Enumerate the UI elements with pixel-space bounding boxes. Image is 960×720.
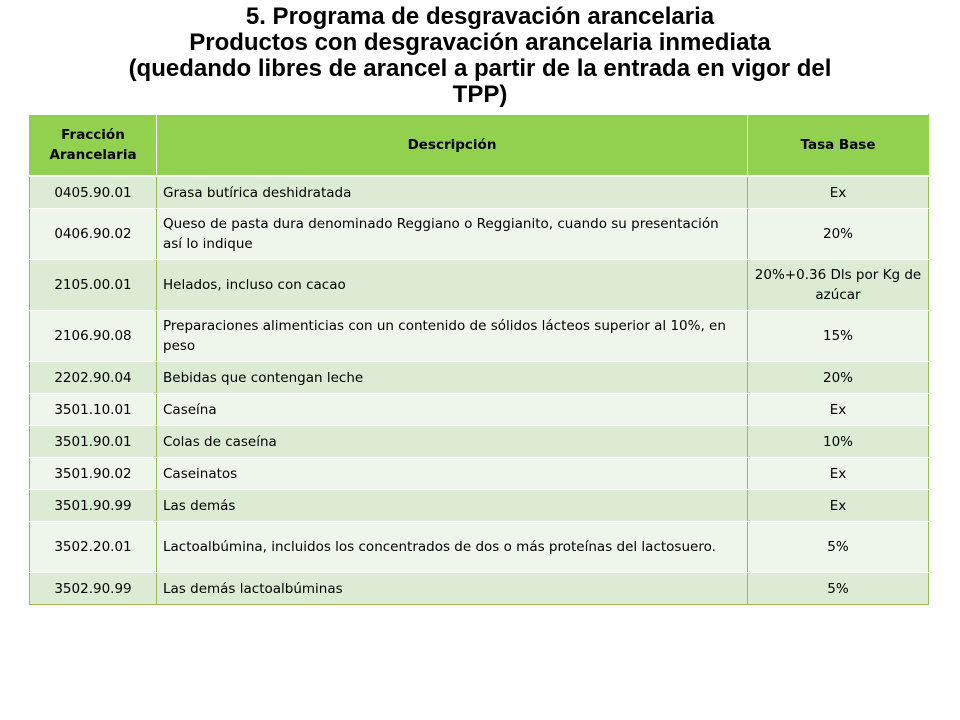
cell-description: Las demás lactoalbúminas	[157, 573, 748, 605]
title-line-1: 5. Programa de desgravación arancelaria	[245, 3, 715, 30]
cell-rate: 5%	[748, 573, 929, 605]
title-line-2: Productos con desgravación arancelaria inmediata	[189, 29, 771, 56]
tariff-table	[29, 114, 929, 605]
table-row	[30, 522, 929, 573]
table-row	[30, 311, 929, 362]
cell-description: Queso de pasta dura denominado Reggiano o Reggianito, cuando su presentación así lo indique	[157, 209, 748, 260]
table-row	[30, 458, 929, 490]
cell-description: Lactoalbúmina, incluidos los concentrados de dos o más proteínas del lactosuero.	[157, 522, 748, 573]
cell-description: Grasa butírica deshidratada	[157, 176, 748, 209]
cell-code: 2106.90.08	[30, 311, 157, 362]
cell-code: 3501.90.99	[30, 490, 157, 522]
title-line-4: TPP)	[452, 81, 508, 108]
table-row	[30, 209, 929, 260]
cell-description: Preparaciones alimenticias con un contenido de sólidos lácteos superior al 10%, en peso	[157, 311, 748, 362]
cell-code: 3501.10.01	[30, 394, 157, 426]
cell-rate: Ex	[748, 394, 929, 426]
cell-description: Colas de caseína	[157, 426, 748, 458]
cell-description: Bebidas que contengan leche	[157, 362, 748, 394]
cell-rate: Ex	[748, 458, 929, 490]
table-row	[30, 260, 929, 311]
cell-code: 2202.90.04	[30, 362, 157, 394]
cell-rate: 20%+0.36 Dls por Kg de azúcar	[748, 260, 929, 311]
table-row	[30, 176, 929, 209]
header-fraccion-line1: Fracción	[61, 127, 125, 143]
cell-code: 0406.90.02	[30, 209, 157, 260]
table-header-row	[30, 115, 929, 177]
table-body	[30, 176, 929, 605]
table-row	[30, 490, 929, 522]
header-fraccion-arancelaria	[30, 115, 157, 177]
cell-code: 3502.20.01	[30, 522, 157, 573]
cell-rate: 20%	[748, 209, 929, 260]
cell-code: 2105.00.01	[30, 260, 157, 311]
cell-code: 0405.90.01	[30, 176, 157, 209]
cell-rate: 15%	[748, 311, 929, 362]
cell-description: Helados, incluso con cacao	[157, 260, 748, 311]
cell-description: Caseína	[157, 394, 748, 426]
header-descripcion: Descripción	[157, 115, 748, 177]
cell-rate: 10%	[748, 426, 929, 458]
header-tasa-base: Tasa Base	[748, 115, 929, 177]
cell-description: Caseinatos	[157, 458, 748, 490]
table-row	[30, 426, 929, 458]
cell-rate: 20%	[748, 362, 929, 394]
cell-rate: Ex	[748, 176, 929, 209]
table-row	[30, 394, 929, 426]
title-line-3: (quedando libres de arancel a partir de la entrada en vigor del	[128, 55, 832, 82]
table-row	[30, 573, 929, 605]
cell-rate: Ex	[748, 490, 929, 522]
header-fraccion-line2: Arancelaria	[49, 147, 137, 163]
table-row	[30, 362, 929, 394]
cell-code: 3501.90.02	[30, 458, 157, 490]
cell-rate: 5%	[748, 522, 929, 573]
cell-code: 3501.90.01	[30, 426, 157, 458]
cell-description: Las demás	[157, 490, 748, 522]
cell-code: 3502.90.99	[30, 573, 157, 605]
slide-title	[40, 4, 920, 108]
